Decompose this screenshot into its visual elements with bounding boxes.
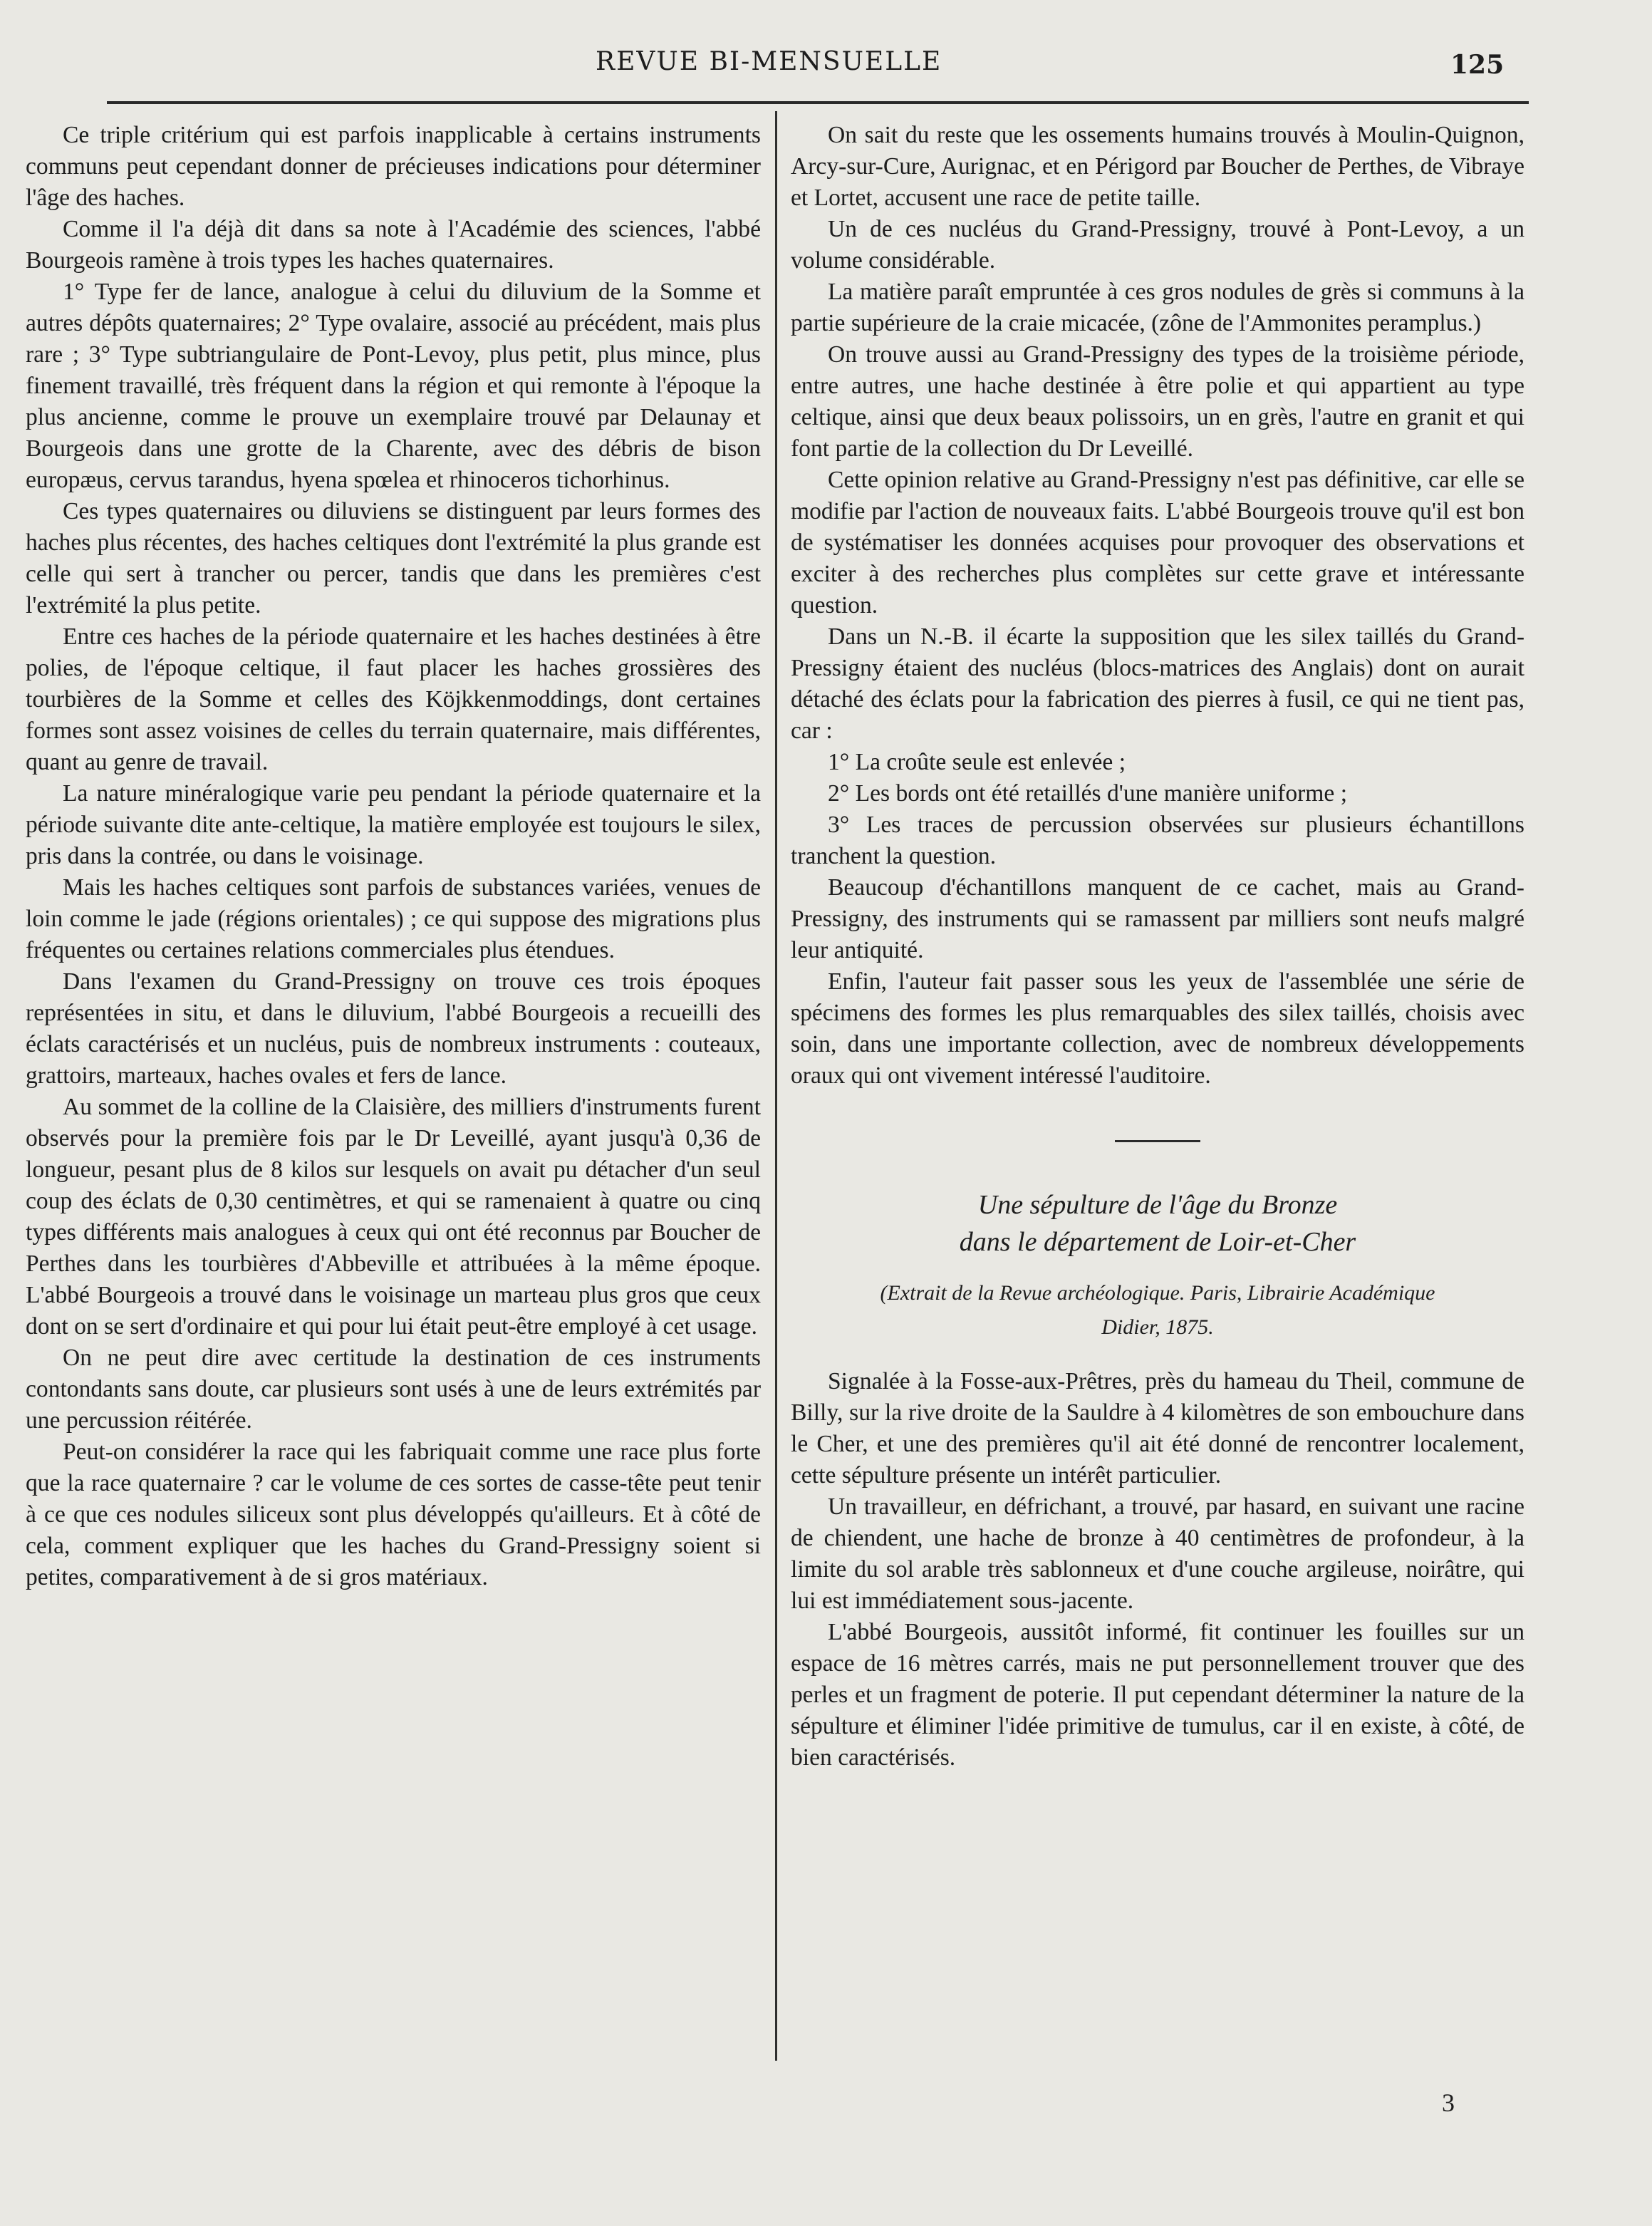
paragraph: On ne peut dire avec certitude la destination de ces instruments contondants sans doute, car plusieurs sont usés à une de leurs extrémités par une percussion réitérée.	[26, 1345, 761, 1434]
paragraph: L'abbé Bourgeois, aussitôt informé, fit continuer les fouilles sur un espace de 16 mètres carrés, mais ne put personnellement trouver que des perles et un fragment de poterie. Il put cependant déterminer la nature de la sépulture et éliminer l'idée primitive de tumulus, car il en existe, à côté, de bien caractérisés.	[791, 1619, 1524, 1771]
paragraph: Comme il l'a déjà dit dans sa note à l'Académie des sciences, l'abbé Bourgeois ramène à trois types les haches quaternaires.	[26, 216, 761, 274]
paragraph: Signalée à la Fosse-aux-Prêtres, près du hameau du Theil, commune de Billy, sur la rive droite de la Sauldre à 4 kilomètres de son embouchure dans le Cher, et une des premières qu'il ait été donné de rencontrer localement, cette sépulture présente un intérêt particulier.	[791, 1368, 1524, 1489]
running-head	[0, 46, 1652, 88]
list-item: 3° Les traces de percussion observées sur plusieurs échantillons tranchent la question.	[791, 812, 1524, 869]
section-separator	[1115, 1140, 1200, 1142]
page-number: 125	[1450, 50, 1505, 80]
paragraph: Un de ces nucléus du Grand-Pressigny, trouvé à Pont-Levoy, a un volume considérable.	[791, 216, 1524, 274]
list-item: 2° Les bords ont été retaillés d'une manière uniforme ;	[828, 780, 1348, 807]
article-title-line2: dans le département de Loir-et-Cher	[959, 1227, 1356, 1257]
list-item: 1° La croûte seule est enlevée ;	[828, 749, 1126, 775]
sheet-number: 3	[1442, 2088, 1455, 2117]
paragraph: Dans l'examen du Grand-Pressigny on trouve ces trois époques représentées in situ, et dans le diluvium, l'abbé Bourgeois a recueilli des éclats caractérisés et un nucléus, puis de nombreux instruments : couteaux, grattoirs, marteaux, haches ovales et fers de lance.	[26, 968, 761, 1089]
paragraph: Beaucoup d'échantillons manquent de ce cachet, mais au Grand-Pressigny, des instruments qui se ramassent par milliers sont neufs malgré leur antiquité.	[791, 874, 1524, 963]
running-title: REVUE BI-MENSUELLE	[596, 47, 942, 76]
paragraph: Ce triple critérium qui est parfois inapplicable à certains instruments communs peut cependant donner de précieuses indications pour déterminer l'âge des haches.	[26, 122, 761, 211]
article-title-line1: Une sépulture de l'âge du Bronze	[977, 1190, 1338, 1220]
paragraph: On trouve aussi au Grand-Pressigny des types de la troisième période, entre autres, une hache destinée à être polie et qui appartient au type celtique, ainsi que deux beaux polissoirs, un en grès, l'autre en granit et qui font partie de la collection du Dr Leveillé.	[791, 341, 1524, 462]
right-column	[791, 120, 1524, 1774]
paragraph: Mais les haches celtiques sont parfois de substances variées, venues de loin comme le jade (régions orientales) ; ce qui suppose des migrations plus fréquentes ou certaines relations commerciales plus étendues.	[26, 874, 761, 963]
paragraph: Dans un N.-B. il écarte la supposition que les silex taillés du Grand-Pressigny étaient des nucléus (blocs-matrices des Anglais) dont on aurait détaché des éclats pour la fabrication des pierres à fusil, ce qui ne tient pas, car :	[791, 623, 1524, 744]
paragraph: Cette opinion relative au Grand-Pressigny n'est pas définitive, car elle se modifie par l'action de nouveaux faits. L'abbé Bourgeois trouve qu'il est bon de systématiser les données acquises pour provoquer des observations et exciter à des recherches plus complètes sur cette grave et intéressante question.	[791, 467, 1524, 618]
paragraph: La matière paraît empruntée à ces gros nodules de grès si communs à la partie supérieure de la craie micacée, (zône de l'Ammonites peramplus.)	[791, 279, 1524, 336]
paragraph: Au sommet de la colline de la Claisière, des milliers d'instruments furent observés pour la première fois par le Dr Leveillé, ayant jusqu'à 0,36 de longueur, pesant plus de 8 kilos sur lesquels on avait pu détacher d'un seul coup des éclats de 0,30 centimètres, et qui se ramenaient à quatre ou cinq types différents mais analogues à ceux qui ont été reconnus par Boucher de Perthes dans les tourbières d'Abbeville et attribuées à la même époque. L'abbé Bourgeois a trouvé dans le voisinage un marteau plus gros que ceux dont on se sert d'ordinaire et qui pour lui était peut-être employé à cet usage.	[26, 1094, 761, 1340]
citation-line2: Didier, 1875.	[1101, 1315, 1214, 1339]
paragraph: Ces types quaternaires ou diluviens se distinguent par leurs formes des haches plus récentes, des haches celtiques dont l'extrémité la plus grande est celle qui sert à trancher ou percer, tandis que dans les premières c'est l'extrémité la plus petite.	[26, 498, 761, 618]
paragraph: Enfin, l'auteur fait passer sous les yeux de l'assemblée une série de spécimens des formes les plus remarquables des silex taillés, choisis avec soin, dans une importante collection, avec de nombreux développements oraux qui ont vivement intéressé l'auditoire.	[791, 968, 1524, 1089]
paragraph: On sait du reste que les ossements humains trouvés à Moulin-Quignon, Arcy-sur-Cure, Aurignac, et en Périgord par Boucher de Perthes, de Vibraye et Lortet, accusent une race de petite taille.	[791, 122, 1524, 211]
article-title	[791, 1186, 1524, 1260]
paragraph: La nature minéralogique varie peu pendant la période quaternaire et la période suivante dite ante-celtique, la matière employée est toujours le silex, pris dans la contrée, ou dans le voisinage.	[26, 780, 761, 869]
header-rule	[107, 101, 1529, 104]
citation-line1: (Extrait de la Revue archéologique. Paris, Librairie Académique	[880, 1281, 1435, 1305]
paragraph: Peut-on considérer la race qui les fabriquait comme une race plus forte que la race quaternaire ? car le volume de ces sortes de casse-tête peut tenir à ce que ces nodules siliceux sont plus développés qu'ailleurs. Et à côté de cela, comment expliquer que les haches du Grand-Pressigny soient si petites, comparativement à de si gros matériaux.	[26, 1439, 761, 1590]
paragraph: Entre ces haches de la période quaternaire et les haches destinées à être polies, de l'époque celtique, il faut placer les haches grossières des tourbières de la Somme et celles des Köjkkenmoddings, dont certaines formes sont assez voisines de celles du terrain quaternaire, mais différentes, quant au genre de travail.	[26, 623, 761, 775]
article-citation	[791, 1276, 1524, 1345]
left-column	[26, 120, 761, 1593]
paragraph: 1° Type fer de lance, analogue à celui du diluvium de la Somme et autres dépôts quaternaires; 2° Type ovalaire, associé au précédent, mais plus rare ; 3° Type subtriangulaire de Pont-Levoy, plus petit, plus mince, plus finement travaillé, très fréquent dans la région et qui remonte à l'époque la plus ancienne, comme le prouve un exemplaire trouvé par Delaunay et Bourgeois dans une grotte de la Charente, avec des débris de bison europæus, cervus tarandus, hyena spœlea et rhinoceros tichorhinus.	[26, 279, 761, 493]
paragraph: Un travailleur, en défrichant, a trouvé, par hasard, en suivant une racine de chiendent, une hache de bronze à 40 centimètres de profondeur, à la limite du sol arable très sablonneux et d'une couche argileuse, noirâtre, qui lui est immédiatement sous-jacente.	[791, 1494, 1524, 1614]
column-divider	[775, 111, 777, 2061]
